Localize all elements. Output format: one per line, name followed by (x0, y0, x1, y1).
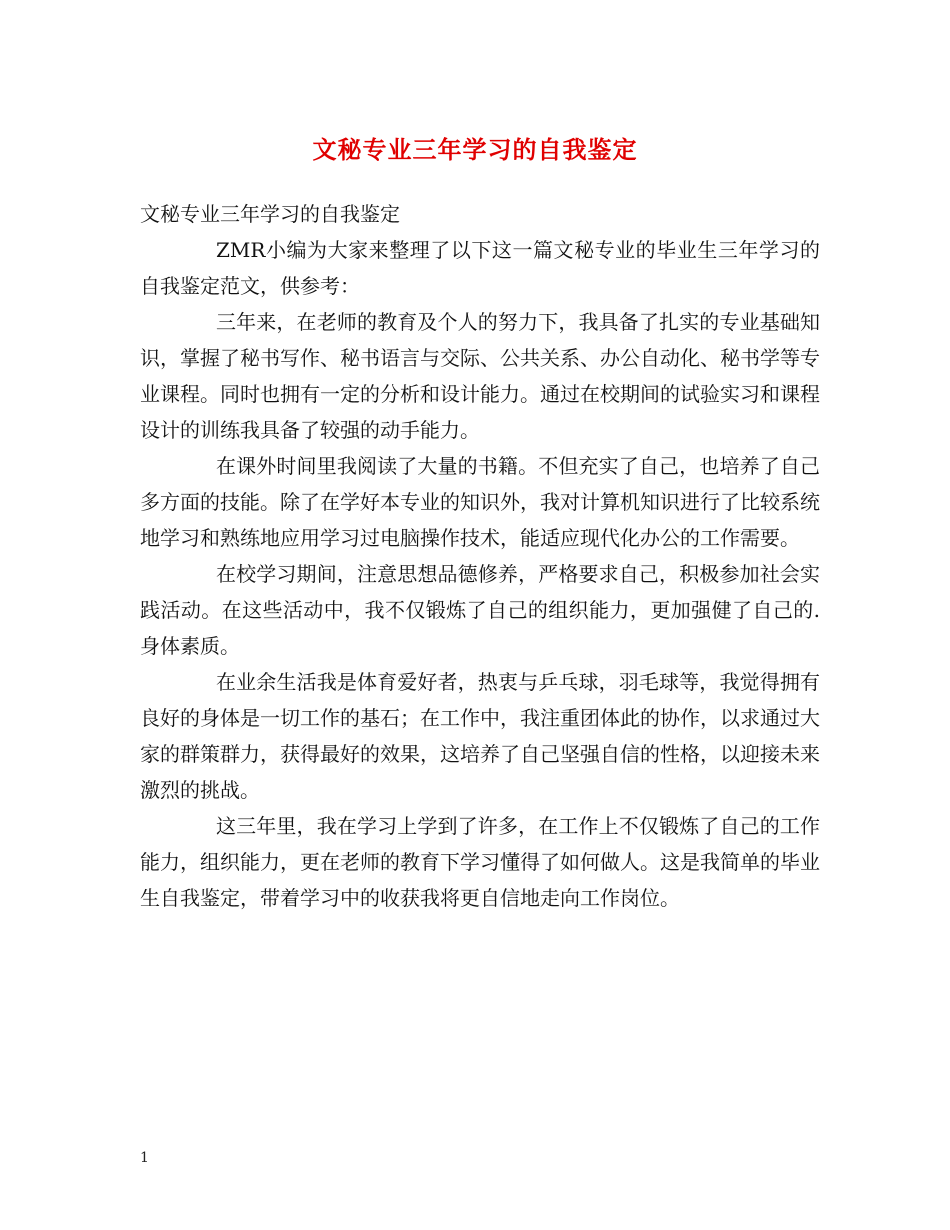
paragraph-intro: ZMR小编为大家来整理了以下这一篇文秘专业的毕业生三年学习的自我鉴定范文，供参考： (140, 238, 820, 298)
document-title: 文秘专业三年学习的自我鉴定 (312, 136, 638, 164)
document-subtitle: 文秘专业三年学习的自我鉴定 (140, 202, 400, 226)
paragraph-2: 在课外时间里我阅读了大量的书籍。不但充实了自己，也培养了自己多方面的技能。除了在学好本专业的知识外，我对计算机知识进行了比较系统地学习和熟练地应用学习过电脑操作技术，能适应现代化办公的工作需要。 (140, 454, 820, 550)
paragraph-1: 三年来，在老师的教育及个人的努力下，我具备了扎实的专业基础知识，掌握了秘书写作、秘书语言与交际、公共关系、办公自动化、秘书学等专业课程。同时也拥有一定的分析和设计能力。通过在校期间的试验实习和课程设计的训练我具备了较强的动手能力。 (140, 310, 820, 442)
paragraph-5: 这三年里，我在学习上学到了许多，在工作上不仅锻炼了自己的工作能力，组织能力，更在老师的教育下学习懂得了如何做人。这是我简单的毕业生自我鉴定，带着学习中的收获我将更自信地走向工作岗位。 (140, 814, 820, 910)
paragraph-3: 在校学习期间，注意思想品德修养，严格要求自己，积极参加社会实践活动。在这些活动中，我不仅锻炼了自己的组织能力，更加强健了自己的.身体素质。 (140, 562, 820, 658)
document-body (140, 196, 820, 916)
page-number: 1 (140, 1150, 149, 1166)
paragraph-4: 在业余生活我是体育爱好者，热衷与乒乓球，羽毛球等，我觉得拥有良好的身体是一切工作的基石；在工作中，我注重团体此的协作，以求通过大家的群策群力，获得最好的效果，这培养了自己坚强自信的性格，以迎接未来激烈的挑战。 (140, 670, 820, 802)
